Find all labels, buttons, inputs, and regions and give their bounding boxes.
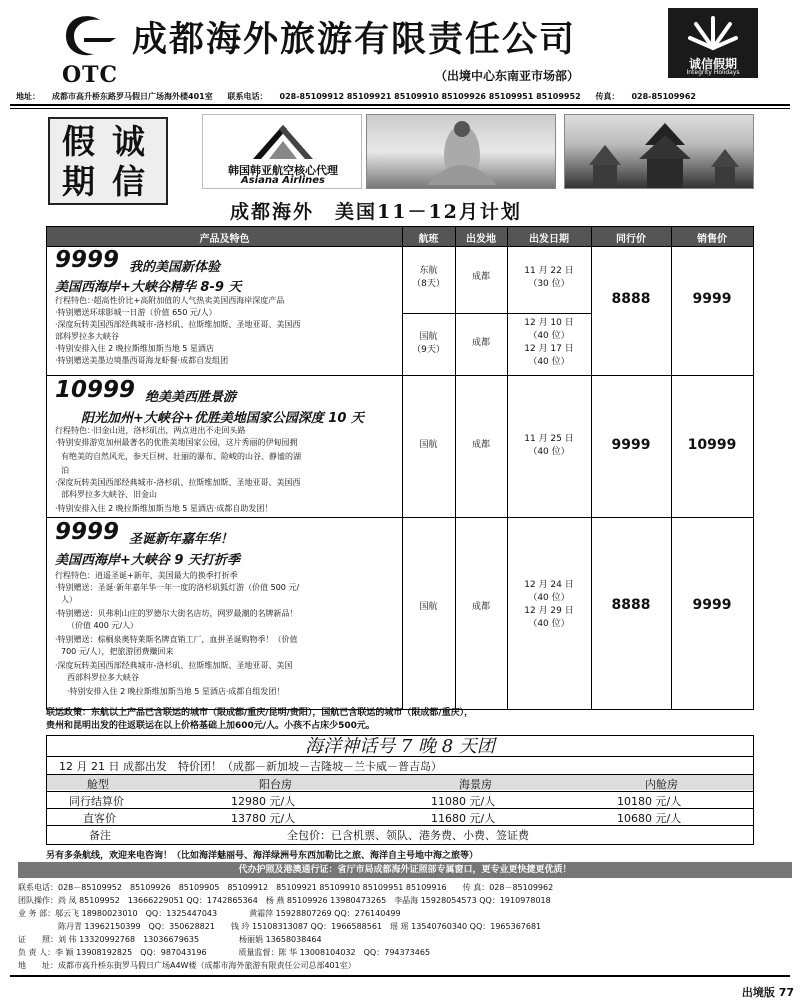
product-name: 绝美美西胜景游: [145, 390, 237, 405]
policy-line: 联运政策：东航以上产品已含联运的城市（限成都/重庆/昆明/贵阳），国航已含联运的城市（限成都/重庆），: [46, 708, 474, 718]
flight-cell: 国航: [419, 602, 438, 612]
contact-line: 证 照：刘 伟 13320992768 13036679635 杨丽娟 13658038464: [18, 935, 322, 944]
product-feature-line: ·特别赠送：棕榈泉奥特莱斯名牌直销工厂，血拼圣诞购物季！（价值: [55, 635, 298, 644]
otc-logo: [50, 12, 132, 90]
cruise-note-row: [47, 825, 753, 841]
date-cell: 11 月 25 日 （40 位）: [524, 434, 574, 457]
product-price-headline: 9999: [55, 519, 120, 545]
cruise-title: 海洋神话号 7 晚 8 天团: [47, 736, 753, 757]
product-feature-line: （价值 400 元/人）: [67, 621, 139, 630]
otc-swirl-icon: [60, 12, 118, 62]
product-feature-line: 部科罗拉多大峡谷、旧金山: [61, 490, 157, 499]
product-feature-line: ·特别安排入住 2 晚拉斯维加斯当地 5 星酒店·成都自助发团！: [55, 504, 273, 513]
col-header: 同行价: [616, 234, 646, 245]
cruise-subtitle: 12 月 21 日 成都出发 特价团！（成都－新加坡－吉隆坡－兰卡威－普吉岛）: [59, 760, 442, 773]
product-feature-line: 人）: [61, 595, 77, 604]
product-feature-line: 行程特色：·超高性价比+高附加值的人气热卖美国西海岸深度产品: [55, 296, 285, 305]
column-divider: [402, 227, 403, 709]
fax-label: 传真：: [595, 92, 620, 101]
cruise-price: 13780 元/人: [231, 812, 296, 825]
company-name: 成都海外旅游有限责任公司: [132, 19, 577, 60]
product-feature-line: ·深度玩转美国西部经典城市-洛杉矶、拉斯维加斯、圣地亚哥、美国西: [55, 478, 301, 487]
otc-logo-text: OTC: [61, 62, 119, 88]
slogan-char: 诚: [112, 122, 145, 161]
product-price-headline: 10999: [55, 377, 136, 403]
row-divider: [47, 375, 753, 376]
product-name: 我的美国新体验: [129, 260, 221, 275]
product-feature-line: ·特别安排游览加州最著名的优胜美地国家公园，这片秀丽的伊甸园拥: [55, 438, 298, 447]
cruise-col-header: 内舱房: [645, 778, 678, 791]
cruise-header-row: [47, 774, 753, 790]
cruise-col-header: 海景房: [459, 778, 492, 791]
product-feature-line: 部科罗拉多大峡谷: [55, 332, 119, 341]
product-name: 圣诞新年嘉年华！: [129, 532, 234, 547]
address-label: 地址：: [16, 92, 40, 101]
origin-cell: 成都: [471, 602, 490, 612]
product-feature-line: 西部科罗拉多大峡谷: [67, 673, 139, 682]
cruise-price: 10680 元/人: [617, 812, 682, 825]
address: 成都市高升桥东路罗马假日广场海外楼401室: [52, 92, 213, 101]
header-divider: [10, 104, 790, 106]
integrity-logo-en: Integrity Holidays: [686, 69, 740, 76]
product-feature-line: ·特别安排入住 2 晚拉斯维加斯当地 5 星酒店: [55, 344, 214, 353]
cruise-note: 全包价：已含机票、领队、港务费、小费、签证费: [287, 829, 529, 842]
product-feature-line: 700 元/人），把旅游团费赚回来: [61, 647, 174, 656]
col-header: 出发地: [466, 234, 496, 245]
sub-row-divider: [402, 313, 591, 314]
phone-label: 联系电话：: [227, 92, 268, 101]
integrity-holidays-logo: [668, 8, 758, 78]
fax-number: 028-85109962: [631, 92, 696, 101]
product-feature-line: ·特别赠送环球影城一日游（价值 650 元/人）: [55, 308, 217, 317]
slogan-char: 假: [62, 122, 95, 161]
product-feature-line: ·特别赠送：贝弗利山庄的罗德尔大街名店坊，网罗最潮的名牌新品！: [55, 609, 298, 618]
col-header: 航班: [418, 234, 439, 245]
slogan-char: 信: [112, 162, 145, 201]
slogan-char: 期: [62, 162, 95, 201]
cruise-price: 12980 元/人: [231, 795, 296, 808]
header-divider-thin: [10, 108, 790, 109]
footer-divider: [10, 975, 790, 977]
plan-title: 成都海外 美国11－12月计划: [230, 201, 522, 223]
cruise-row-label: 直客价: [83, 812, 116, 825]
slogan-box: [48, 117, 168, 205]
col-header: 出发日期: [529, 234, 569, 245]
date-cell: 12 月 10 日 （40 位） 12 月 17 日 （40 位）: [524, 318, 574, 367]
product-title: 美国西海岸+大峡谷 9 天打折季: [55, 553, 240, 568]
row-divider: [47, 246, 753, 247]
origin-cell: 成都: [471, 440, 490, 450]
photo-fairy-figure: [366, 114, 556, 189]
policy-line: 贵州和昆明出发的往返联运在以上价格基础上加600元/人。小孩不占床少500元。: [46, 721, 375, 731]
more-routes-note: 另有多条航线，欢迎来电咨询！（比如海洋魅丽号、海洋绿洲号东西加勒比之旅、海洋自主号地中海之旅等）: [46, 851, 479, 861]
date-cell: 12 月 24 日 （40 位） 12 月 29 日 （40 位）: [524, 580, 574, 629]
integrity-logo-cn: 诚信假期: [688, 57, 737, 71]
cruise-table: [46, 735, 754, 845]
asiana-name: Asiana Airlines: [240, 175, 326, 186]
asiana-agent-label: 韩国韩亚航空核心代理: [228, 164, 338, 177]
header-contact-line: [16, 91, 708, 102]
product-feature-line: ·特别赠送：圣诞·新年嘉年华一年一度的洛杉矶狐灯游（价值 500 元/: [55, 583, 300, 592]
product-feature-line: 泊: [61, 466, 69, 475]
product-title: 阳光加州+大峡谷+优胜美地国家公园深度 10 天: [81, 411, 364, 426]
product-feature-line: 有绝美的自然风光，参天巨树、壮丽的瀑布、险峻的山谷、静谧的湖: [61, 452, 301, 461]
contact-line: 地 址：成都市高升桥东街罗马假日广场A4W楼（成都市海外旅游有限责任公司总部401室）: [18, 961, 356, 970]
cruise-price: 10180 元/人: [617, 795, 682, 808]
contact-line: 团队操作：尚 凤 85109952 13666229051 QQ：1742865364 杨 燕 85109926 13980473265 李晶海 15928054573 QQ：1910978018: [18, 896, 551, 905]
photo-pagoda-temple: [564, 114, 754, 189]
contact-line: 业 务 部：邬云飞 18980023010 QQ：1325447043 黄霜萍 15928807269 QQ：276140499: [18, 909, 401, 918]
passport-service-banner: 代办护照及港澳通行证：省厅市局成都海外证照部专属窗口，更专业更快捷更优质！: [18, 862, 792, 878]
sale-price-cell: 10999: [687, 437, 737, 453]
starburst-icon: [688, 14, 738, 54]
asiana-wing-icon: [243, 119, 323, 161]
cruise-note-label: 备注: [89, 829, 111, 842]
peer-price-cell: 9999: [611, 437, 651, 453]
cruise-price-row: [47, 791, 753, 807]
product-feature-line: ·特别安排入住 2 晚拉斯维加斯当地 5 星酒店·成都自组发团！: [67, 687, 285, 696]
flight-cell: 东航 （8天）: [412, 266, 445, 289]
cruise-price: 11680 元/人: [431, 812, 496, 825]
product-feature-line: 行程特色：·旧金山进，洛杉矶出，两点进出不走回头路: [55, 426, 246, 435]
cruise-price: 11080 元/人: [431, 795, 496, 808]
peer-price-cell: 8888: [611, 291, 651, 307]
contact-line: 陈丹青 13962150399 QQ：350628821 钱 玲 15108313087 QQ：1966588561 瑶 瑶 13540760340 QQ：1965367681: [18, 922, 542, 931]
contact-line: 负 责 人：李 颖 13908192825 QQ：987043196 质量监督：陈 华 13008104032 QQ：794373465: [18, 948, 431, 957]
column-divider: [507, 227, 508, 709]
product-feature-line: 行程特色：逍遥圣诞+新年，美国最大的换季打折季: [55, 571, 238, 580]
peer-price-cell: 8888: [611, 597, 651, 613]
row-divider: [47, 517, 753, 518]
product-table: [46, 226, 754, 710]
page-label: 出境版 77: [741, 986, 794, 999]
col-header: 销售价: [697, 234, 727, 245]
product-feature-line: ·深度玩转美国西部经典城市-洛杉矶、拉斯维加斯、圣地亚哥、美国西: [55, 320, 301, 329]
origin-cell: 成都: [471, 272, 490, 282]
cruise-price-row: [47, 808, 753, 824]
asiana-airlines-logo: [202, 114, 362, 189]
sale-price-cell: 9999: [692, 291, 732, 307]
department-label: （出境中心东南亚市场部）: [435, 69, 580, 83]
sale-price-cell: 9999: [692, 597, 732, 613]
flight-cell: 国航: [419, 440, 438, 450]
table-header-row: [47, 227, 753, 246]
flight-cell: 国航 （9天）: [412, 332, 445, 355]
product-price-headline: 9999: [55, 247, 120, 273]
cruise-col-header: 舱型: [87, 778, 109, 791]
cruise-col-header: 阳台房: [259, 778, 292, 791]
header: [0, 0, 800, 105]
product-title: 美国西海岸+大峡谷精华 8-9 天: [55, 280, 242, 295]
product-feature-line: ·深度玩转美国西部经典城市-洛杉矶、拉斯维加斯、圣地亚哥、美国: [55, 661, 293, 670]
column-divider: [455, 227, 456, 709]
date-cell: 11 月 22 日 （30 位）: [524, 266, 574, 289]
contact-line: 联系电话：028－85109952 85109926 85109905 85109912 85109921 85109910 85109951 85109916 传 真：028－85109962: [18, 883, 554, 892]
cruise-row-label: 同行结算价: [69, 795, 124, 808]
col-header: 产品及特色: [199, 234, 250, 245]
phone-numbers: 028-85109912 85109921 85109910 85109926 85109951 85109952: [279, 92, 581, 101]
product-feature-line: ·特别赠送美墨边境墨西哥海龙虾餐·成都自发组团: [55, 356, 229, 365]
origin-cell: 成都: [471, 338, 490, 348]
